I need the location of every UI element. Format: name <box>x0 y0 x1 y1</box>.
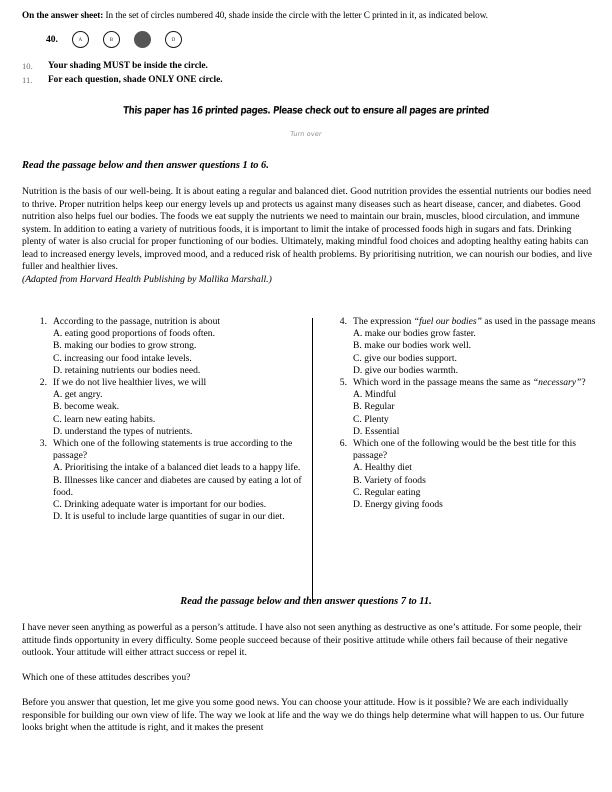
question-2-stem: If we do not live healthier lives, we will <box>53 377 207 389</box>
question-2-number: 2. <box>39 377 47 389</box>
question-4-stem <box>353 316 602 328</box>
question-3-stem: Which one of the following statements is true according to the passage? <box>53 438 293 462</box>
question-2-option-b[interactable]: B. become weak. <box>53 401 120 413</box>
question-3-number: 3. <box>39 438 47 450</box>
question-6-option-c[interactable]: C. Regular eating <box>353 486 421 498</box>
question-6-option-d[interactable]: D. Energy giving foods <box>353 499 443 511</box>
question-4-option-d[interactable]: D. give our bodies warmth. <box>353 364 458 376</box>
question-1-option-d[interactable]: D. retaining nutrients our bodies need. <box>53 364 201 376</box>
question-5-stem-post: ? <box>581 377 586 389</box>
question-6-option-b[interactable]: B. Variety of foods <box>353 474 426 486</box>
answer-sheet-instruction-prefix: On the answer sheet: <box>22 10 104 20</box>
question-1-number: 1. <box>39 316 47 327</box>
question-2-option-a[interactable]: A. get angry. <box>53 389 103 401</box>
question-6-option-a[interactable]: A. Healthy diet <box>353 462 412 474</box>
section-2-heading: Read the passage below and then answer questions 7 to 11. <box>180 596 432 607</box>
passage-2-paragraph-3: Before you answer that question, let me give you some good news. You can choose your attitude. How is it possible? We are each individually responsible for building our own view of life. The way we look at life and the way we do things help determine what will happen to us. Our future looks bright when the attitude is right, and it makes the present <box>22 696 584 734</box>
question-3 <box>34 438 302 523</box>
instruction-rule-11-number: 11. <box>22 74 33 85</box>
question-4-stem-pre: The expression <box>353 316 414 327</box>
passage-1 <box>22 186 592 286</box>
question-5 <box>334 377 602 438</box>
bubble-option-b[interactable]: B <box>103 31 120 48</box>
answer-sheet-instruction <box>22 9 594 21</box>
question-5-option-c[interactable]: C. Plenty <box>353 413 389 425</box>
instruction-rules-list <box>0 60 612 87</box>
question-2-option-c[interactable]: C. learn new eating habits. <box>53 413 156 425</box>
question-3-option-a[interactable]: A. Prioritising the intake of a balanced diet leads to a happy life. <box>53 462 301 474</box>
question-6 <box>334 438 602 511</box>
passage-2 <box>22 622 594 747</box>
question-5-option-d[interactable]: D. Essential <box>353 425 400 437</box>
question-4-stem-post: as used in the passage means <box>481 316 596 327</box>
instruction-rule-11 <box>0 74 612 88</box>
question-1-option-c[interactable]: C. increasing our food intake levels. <box>53 352 192 364</box>
passage-1-body: Nutrition is the basis of our well-being. It is about eating a regular and balanced diet. Good nutrition provides the essential nutrients our bodies need to thrive. Proper nutrition helps keep our energy levels up and protects us against many diseases such as heart disease, cancer, and diabetes. Good nutrition also helps fuel our bodies. The foods we eat supply the nutrients we need to maintain our brain, muscles, blood circulation, and immune system. In addition to eating a variety of nutritious foods, it is important to limit the intake of processed foods high in sugars and fats. Drinking plenty of water is also crucial for proper functioning of our bodies. Ultimately, making mindful food choices and adopting healthy eating habits can lead to increased energy levels, improved mood, and a reduced risk of health problems. By prioritising nutrition, we can nourish our bodies, and live fuller and healthier lives. <box>22 186 592 273</box>
bubble-option-c-shaded[interactable] <box>134 31 151 48</box>
section-1-heading: Read the passage below and then answer questions 1 to 6. <box>22 160 269 171</box>
question-1-option-a[interactable]: A. eating good proportions of foods often. <box>53 328 216 340</box>
instruction-rule-11-text: For each question, shade ONLY ONE circle. <box>48 74 223 85</box>
question-4 <box>334 316 602 377</box>
question-1-option-b[interactable]: B. making our bodies to grow strong. <box>53 340 197 352</box>
question-3-option-d[interactable]: D. It is useful to include large quantities of sugar in our diet. <box>53 511 285 523</box>
questions-column-right <box>334 316 602 511</box>
example-item-number: 40. <box>46 34 58 45</box>
passage-2-paragraph-1: I have never seen anything as powerful as a person’s attitude. I have also not seen anything as destructive as one’s attitude. For some people, their attitude finds opportunity in every difficulty. Some people succeed because of their positive attitude while others fail because of their negative outlook. Your attitude will either attract success or repel it. <box>22 622 582 659</box>
question-5-stem-pre: Which word in the passage means the same as <box>353 377 533 389</box>
question-2-option-d[interactable]: D. understand the types of nutrients. <box>53 425 193 437</box>
questions-1-to-6 <box>22 316 594 604</box>
question-5-stem-quote: “necessary” <box>532 377 582 389</box>
passage-2-paragraph-2: Which one of these attitudes describes you? <box>22 672 191 684</box>
column-divider <box>312 318 313 602</box>
question-3-option-b[interactable]: B. Illnesses like cancer and diabetes are caused by eating a lot of food. <box>53 474 302 498</box>
instruction-rule-10-number: 10. <box>22 61 33 71</box>
question-1 <box>34 316 302 377</box>
question-4-option-b[interactable]: B. make our bodies work well. <box>353 340 472 352</box>
question-4-number: 4. <box>339 316 347 327</box>
question-4-stem-quote: “fuel our bodies” <box>413 316 482 327</box>
bubble-option-d[interactable]: D <box>165 31 182 48</box>
question-1-stem: According to the passage, nutrition is about <box>53 316 221 327</box>
question-6-stem: Which one of the following would be the best title for this passage? <box>353 438 577 462</box>
answer-sheet-instruction-text: In the set of circles numbered 40, shade inside the circle with the letter C printed in it, as indicated below. <box>103 10 488 20</box>
question-5-stem <box>353 377 602 389</box>
instruction-rule-10 <box>0 60 612 74</box>
printed-pages-notice: This paper has 16 printed pages. Please check out to ensure all pages are printed <box>122 105 490 117</box>
questions-column-left <box>34 316 302 523</box>
question-6-number: 6. <box>339 438 347 450</box>
passage-1-source: (Adapted from Harvard Health Publishing by Mallika Marshall.) <box>22 273 272 285</box>
example-answer-row <box>46 31 196 48</box>
question-5-option-a[interactable]: A. Mindful <box>353 389 397 401</box>
bubble-option-a[interactable]: A <box>72 31 89 48</box>
question-4-option-c[interactable]: C. give our bodies support. <box>353 352 457 364</box>
question-5-option-b[interactable]: B. Regular <box>353 401 395 413</box>
question-3-option-c[interactable]: C. Drinking adequate water is important for our bodies. <box>53 499 267 511</box>
question-4-option-a[interactable]: A. make our bodies grow faster. <box>353 328 476 340</box>
instruction-rule-10-text: Your shading MUST be inside the circle. <box>48 61 208 71</box>
question-2 <box>34 377 302 438</box>
turn-over-notice: Turn over <box>289 130 323 138</box>
question-5-number: 5. <box>339 377 347 389</box>
